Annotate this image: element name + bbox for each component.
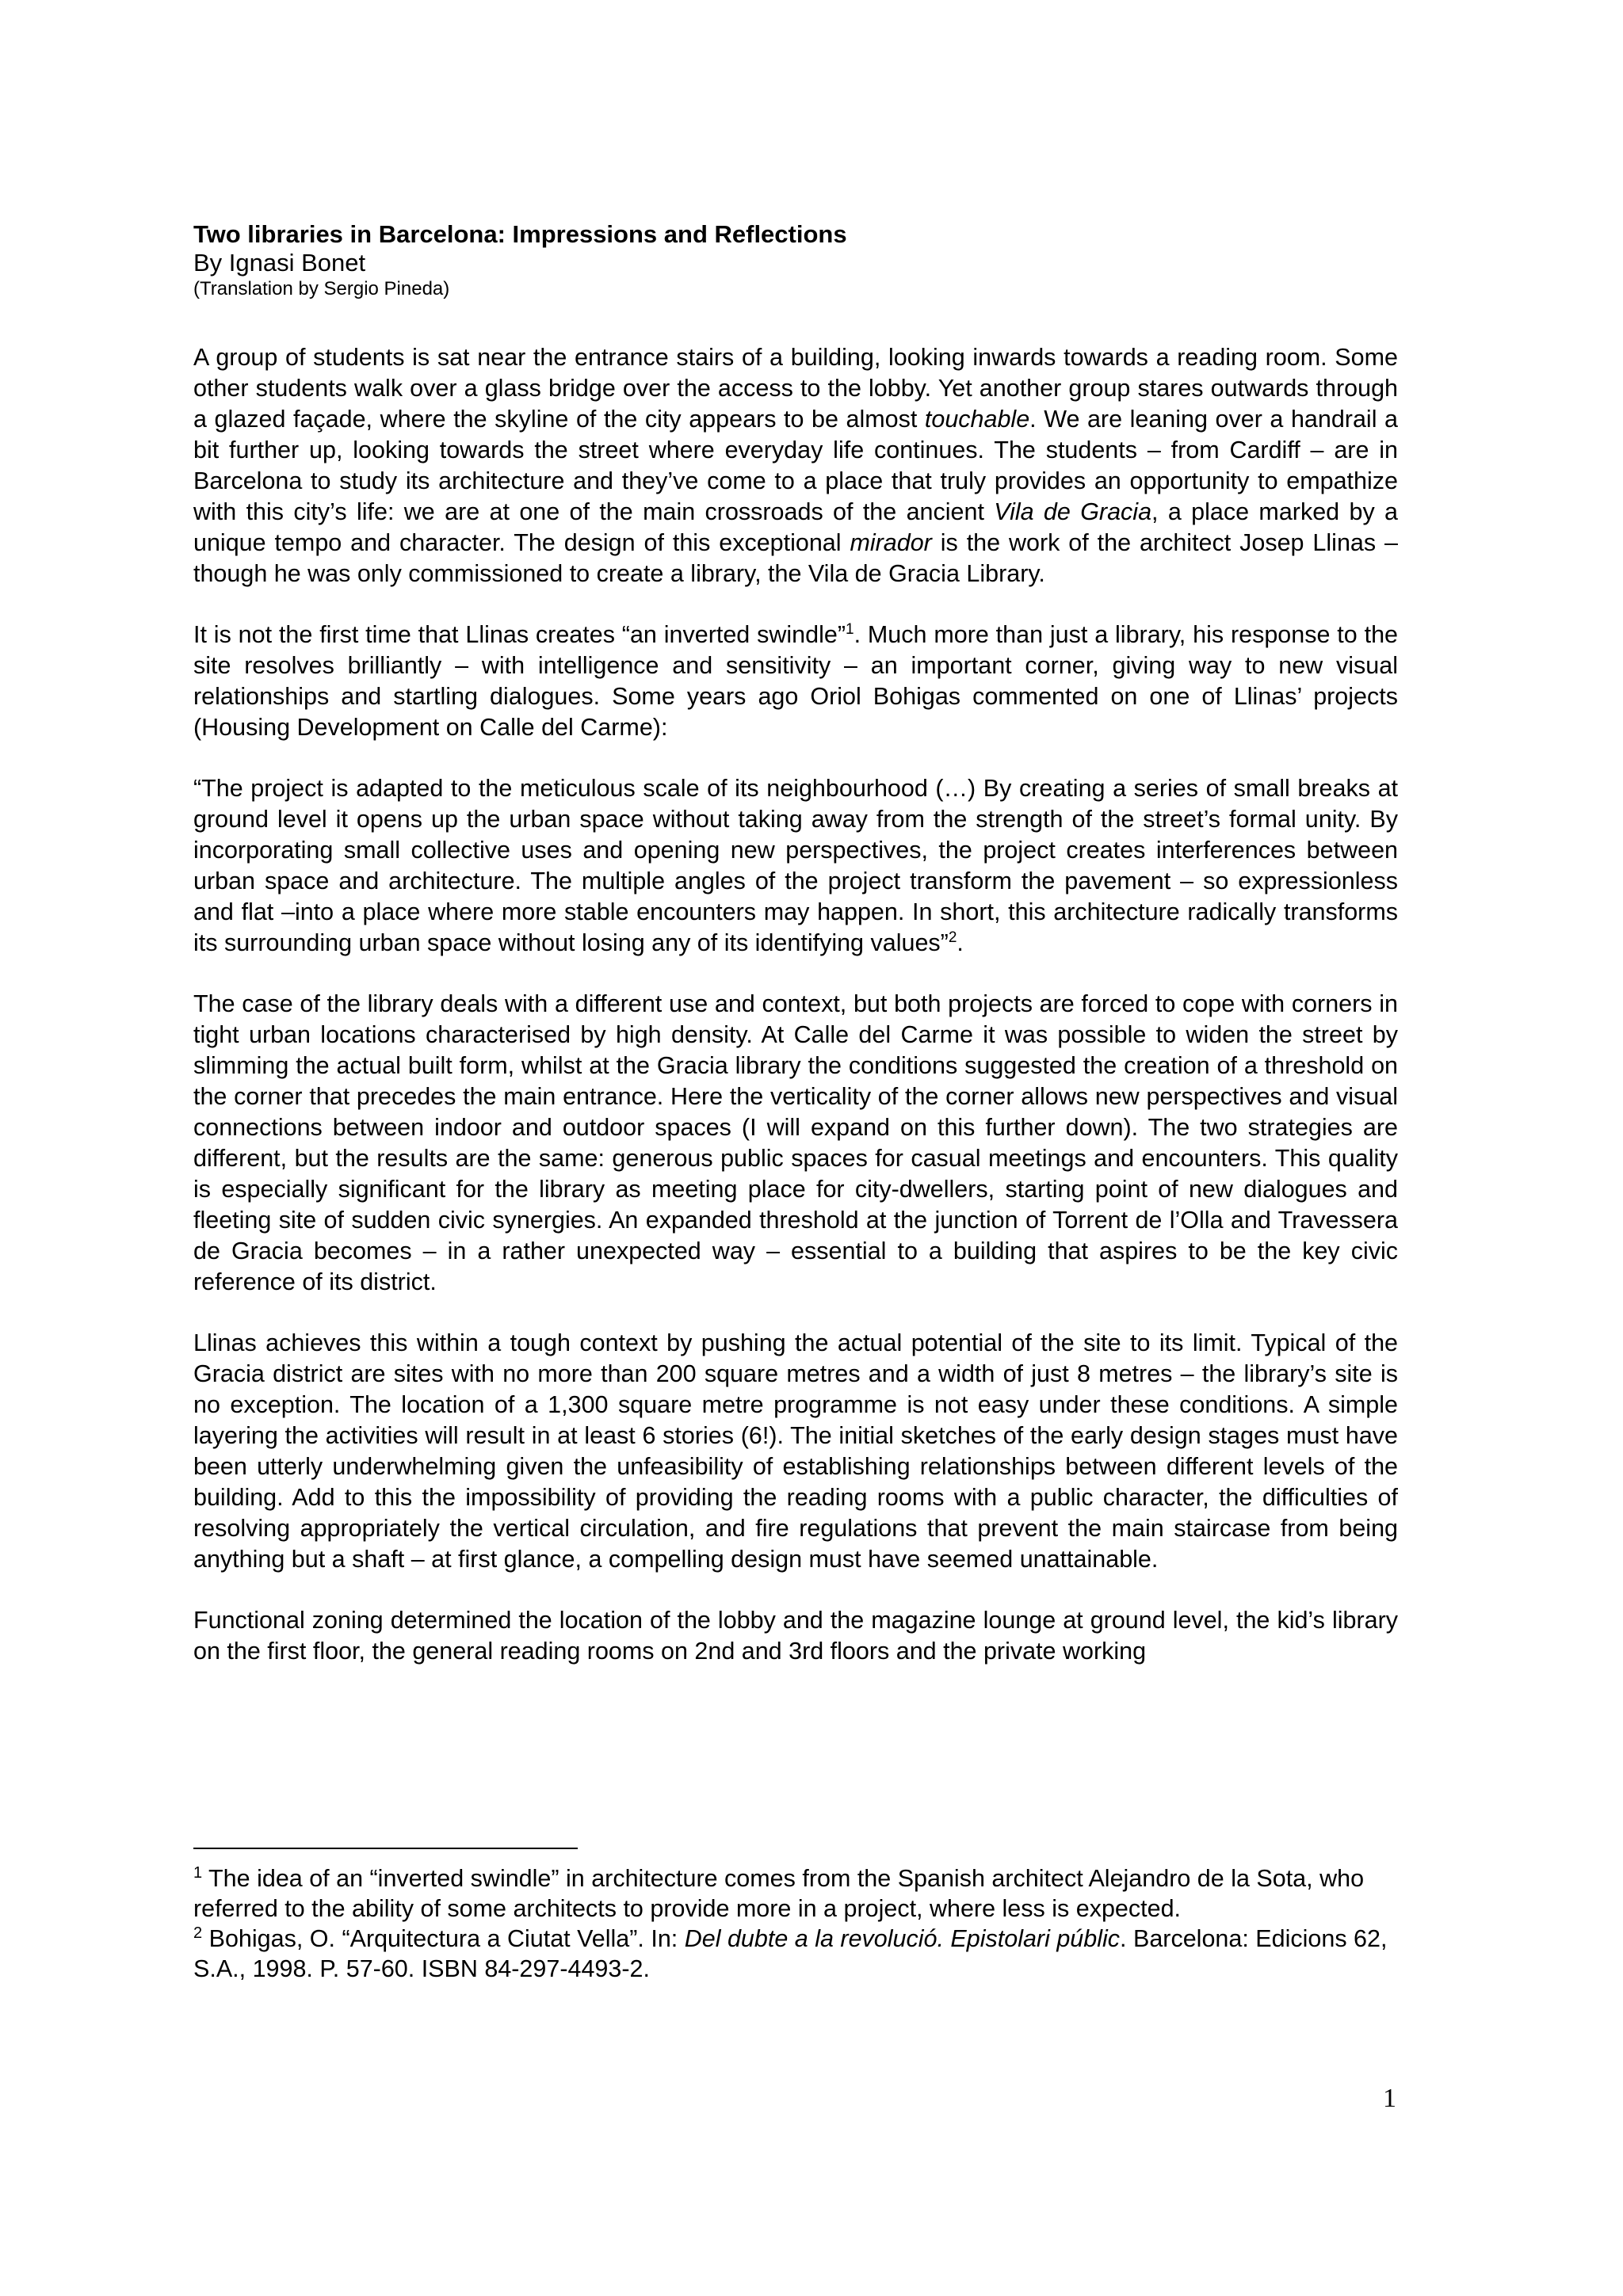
article-title: Two libraries in Barcelona: Impressions and Reflections [193,220,847,248]
emphasis-touchable: touchable [924,406,1030,433]
footnote-1: $^1$ The idea of an “inverted swindle” in architecture comes from the Spanish architect Alejandro de la Sota, who referred to the ability of some architects to provide more in a project, where less is expected. [193,1863,1365,1922]
paragraph-2: It is not the first time that Llinas creates “an inverted swindle”$^1$. Much more than just a library, his response to the site resolves brilliantly – with intelligence and sensitivity – an important corner, giving way to new visual relationships and startling dialogues. Some years ago Oriol Bohigas commented on one of Llinas’ projects (Housing Development on Calle del Carme): [193,620,1398,741]
paragraph-4: The case of the library deals with a different use and context, but both projects are forced to cope with corners in tight urban locations characterised by high density. At Calle del Carme it was possible to widen the street by slimming the actual built form, whilst at the Gracia library the conditions suggested the creation of a threshold on the corner that precedes the main entrance. Here the verticality of the corner allows new perspectives and visual connections between indoor and outdoor spaces (I will expand on this further down). The two strategies are different, but the results are the same: generous public spaces for casual meetings and encounters. This quality is especially significant for the library as meeting place for city-dwellers, starting point of new dialogues and fleeting site of sudden civic synergies. An expanded threshold at the junction of Torrent de l’Olla and Travessera de Gracia becomes – in a rather unexpected way – essential to a building that aspires to be the key civic reference of its district. [193,990,1398,1295]
footnote-number-2: 2 [193,1924,203,1942]
footnote-number-1: 1 [193,1863,203,1882]
footnote-2: $^2$ Bohigas, O. “Arquitectura a Ciutat Vella”. In: Del dubte a la revolució. Epistolari públic. Barcelona: Edicions 62, S.A., 1998. P. 57-60. ISBN 84-297-4493-2. [193,1924,1388,1982]
emphasis-book-title: Del dubte a la revolució. Epistolari públic [684,1925,1121,1952]
footnote-separator [193,1848,578,1849]
emphasis-mirador: mirador [850,529,932,556]
article-body [193,220,1398,1667]
translation-credit: (Translation by Sergio Pineda) [193,278,450,299]
article-author: By Ignasi Bonet [193,249,366,277]
paragraph-3-quote: “The project is adapted to the meticulous scale of its neighbourhood (…) By creating a series of small breaks at ground level it opens up the urban space without taking away from the strength of the street’s formal unity. By incorporating small collective uses and opening new perspectives, the project creates interferences between urban space and architecture. The multiple angles of the project transform the pavement – so expressionless and flat –into a place where more stable encounters may happen. In short, this architecture radically transforms its surrounding urban space without losing any of its identifying values”$^2$. [193,775,1398,956]
emphasis-vila-de-gracia: Vila de Gracia [994,498,1152,525]
paragraph-5: Llinas achieves this within a tough context by pushing the actual potential of the site to its limit. Typical of the Gracia district are sites with no more than 200 square metres and a width of just 8 metres – the library’s site is no exception. The location of a 1,300 square metre programme is not easy under these conditions. A simple layering the activities will result in at least 6 stories (6!). The initial sketches of the early design stages must have been utterly underwhelming given the unfeasibility of establishing relationships between different levels of the building. Add to this the impossibility of providing the reading rooms with a public character, the difficulties of resolving appropriately the vertical circulation, and fire regulations that prevent the main staircase from being anything but a shaft – at first glance, a compelling design must have seemed unattainable. [193,1329,1398,1573]
footnotes [193,1863,1398,1984]
paragraph-6: Functional zoning determined the location of the lobby and the magazine lounge at ground level, the kid’s library on the first floor, the general reading rooms on 2nd and 3rd floors and the private working [193,1607,1398,1665]
footnote-ref-1[interactable]: 1 [845,620,854,638]
page-number: 1 [1383,2084,1396,2113]
footnote-ref-2[interactable]: 2 [948,929,957,946]
paragraph-1: A group of students is sat near the entrance stairs of a building, looking inwards towards a reading room. Some other students walk over a glass bridge over the access to the lobby. Yet another group stares outwards through a glazed façade, where the skyline of the city appears to be almost touchable. We are leaning over a handrail a bit further up, looking towards the street where everyday life continues. The students – from Cardiff – are in Barcelona to study its architecture and they’ve come to a place that truly provides an opportunity to empathize with this city’s life: we are at one of the main crossroads of the ancient Vila de Gracia, a place marked by a unique tempo and character. The design of this exceptional mirador is the work of the architect Josep Llinas – though he was only commissioned to create a library, the Vila de Gracia Library. [193,344,1399,587]
